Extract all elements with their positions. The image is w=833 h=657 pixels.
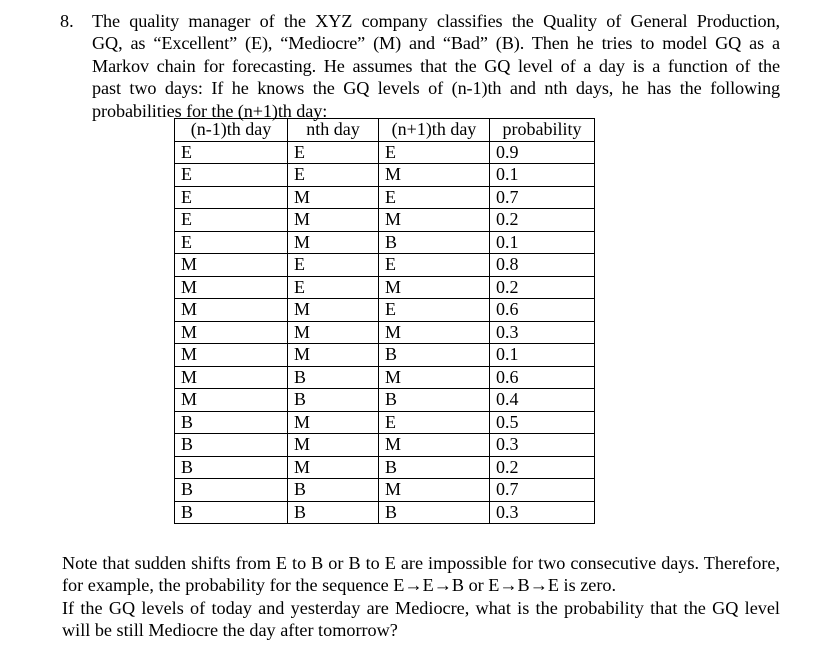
table-row <box>175 456 595 479</box>
header-nth-day: nth day <box>288 119 379 142</box>
cell-next-day: B <box>379 344 490 367</box>
cell-probability: 0.1 <box>490 164 595 187</box>
cell-next-day: B <box>379 231 490 254</box>
cell-nth-day: M <box>288 231 379 254</box>
cell-prev-day: E <box>175 186 288 209</box>
table-row <box>175 501 595 524</box>
cell-next-day: M <box>379 479 490 502</box>
cell-nth-day: E <box>288 141 379 164</box>
cell-prev-day: B <box>175 411 288 434</box>
cell-probability: 0.1 <box>490 344 595 367</box>
table-row <box>175 299 595 322</box>
cell-next-day: E <box>379 186 490 209</box>
table-row <box>175 411 595 434</box>
cell-nth-day: M <box>288 344 379 367</box>
cell-next-day: B <box>379 389 490 412</box>
cell-prev-day: M <box>175 254 288 277</box>
transition-probability-table <box>174 118 595 524</box>
problem-line: GQ, as “Excellent” (E), “Mediocre” (M) and “Bad” (B). Then he tries to model GQ as a <box>92 33 780 54</box>
cell-probability: 0.6 <box>490 366 595 389</box>
cell-prev-day: M <box>175 276 288 299</box>
cell-prev-day: B <box>175 479 288 502</box>
cell-probability: 0.2 <box>490 276 595 299</box>
table-header-row <box>175 119 595 142</box>
cell-prev-day: E <box>175 231 288 254</box>
cell-prev-day: B <box>175 434 288 457</box>
table-row <box>175 164 595 187</box>
cell-next-day: M <box>379 366 490 389</box>
cell-probability: 0.4 <box>490 389 595 412</box>
cell-prev-day: M <box>175 321 288 344</box>
cell-nth-day: B <box>288 501 379 524</box>
table-row <box>175 231 595 254</box>
cell-nth-day: B <box>288 366 379 389</box>
problem-line: Markov chain for forecasting. He assumes that the GQ level of a day is a function of the <box>92 55 780 76</box>
cell-probability: 0.6 <box>490 299 595 322</box>
cell-next-day: E <box>379 141 490 164</box>
cell-probability: 0.8 <box>490 254 595 277</box>
header-probability: probability <box>490 119 595 142</box>
cell-prev-day: B <box>175 456 288 479</box>
problem-line: probabilities for the (n+1)th day: <box>92 100 328 121</box>
cell-next-day: M <box>379 209 490 232</box>
cell-next-day: B <box>379 456 490 479</box>
table-row <box>175 434 595 457</box>
cell-nth-day: E <box>288 164 379 187</box>
problem-line: The quality manager of the XYZ company classifies the Quality of General Production, <box>92 11 780 31</box>
cell-nth-day: M <box>288 434 379 457</box>
table-row <box>175 389 595 412</box>
cell-prev-day: E <box>175 209 288 232</box>
note-text <box>62 552 780 642</box>
cell-next-day: M <box>379 321 490 344</box>
cell-next-day: E <box>379 411 490 434</box>
cell-prev-day: M <box>175 366 288 389</box>
cell-next-day: E <box>379 299 490 322</box>
question-line: If the GQ levels of today and yesterday are Mediocre, what is the probability that the GQ level <box>62 597 780 618</box>
note-line: for example, the probability for the sequence E→E→B or E→B→E is zero. <box>62 575 617 596</box>
cell-probability: 0.3 <box>490 321 595 344</box>
cell-nth-day: M <box>288 299 379 322</box>
cell-nth-day: M <box>288 456 379 479</box>
problem-number: 8. <box>60 11 74 31</box>
table-row <box>175 186 595 209</box>
table-row <box>175 321 595 344</box>
cell-prev-day: B <box>175 501 288 524</box>
cell-probability: 0.3 <box>490 501 595 524</box>
cell-probability: 0.1 <box>490 231 595 254</box>
table-row <box>175 209 595 232</box>
table-row <box>175 366 595 389</box>
problem-statement <box>62 10 780 122</box>
cell-next-day: M <box>379 164 490 187</box>
cell-nth-day: M <box>288 321 379 344</box>
cell-prev-day: E <box>175 141 288 164</box>
table-row <box>175 254 595 277</box>
cell-probability: 0.7 <box>490 479 595 502</box>
cell-probability: 0.5 <box>490 411 595 434</box>
cell-prev-day: M <box>175 344 288 367</box>
header-next-day: (n+1)th day <box>379 119 490 142</box>
cell-probability: 0.7 <box>490 186 595 209</box>
cell-nth-day: M <box>288 186 379 209</box>
table-row <box>175 276 595 299</box>
cell-nth-day: B <box>288 479 379 502</box>
table-row <box>175 141 595 164</box>
table-row <box>175 479 595 502</box>
cell-nth-day: E <box>288 254 379 277</box>
cell-next-day: M <box>379 276 490 299</box>
note-line: Note that sudden shifts from E to B or B to E are impossible for two consecutive days. Therefore, <box>62 553 780 573</box>
cell-probability: 0.2 <box>490 456 595 479</box>
cell-prev-day: M <box>175 389 288 412</box>
cell-nth-day: E <box>288 276 379 299</box>
cell-probability: 0.2 <box>490 209 595 232</box>
cell-nth-day: B <box>288 389 379 412</box>
cell-nth-day: M <box>288 411 379 434</box>
question-line: will be still Mediocre the day after tomorrow? <box>62 620 398 641</box>
cell-prev-day: E <box>175 164 288 187</box>
cell-next-day: M <box>379 434 490 457</box>
problem-text <box>92 10 780 122</box>
cell-next-day: B <box>379 501 490 524</box>
cell-probability: 0.9 <box>490 141 595 164</box>
cell-nth-day: M <box>288 209 379 232</box>
problem-line: past two days: If he knows the GQ levels of (n-1)th and nth days, he has the following <box>92 78 780 99</box>
cell-probability: 0.3 <box>490 434 595 457</box>
cell-next-day: E <box>379 254 490 277</box>
cell-prev-day: M <box>175 299 288 322</box>
table-body <box>175 141 595 524</box>
header-prev-day: (n-1)th day <box>175 119 288 142</box>
table-row <box>175 344 595 367</box>
